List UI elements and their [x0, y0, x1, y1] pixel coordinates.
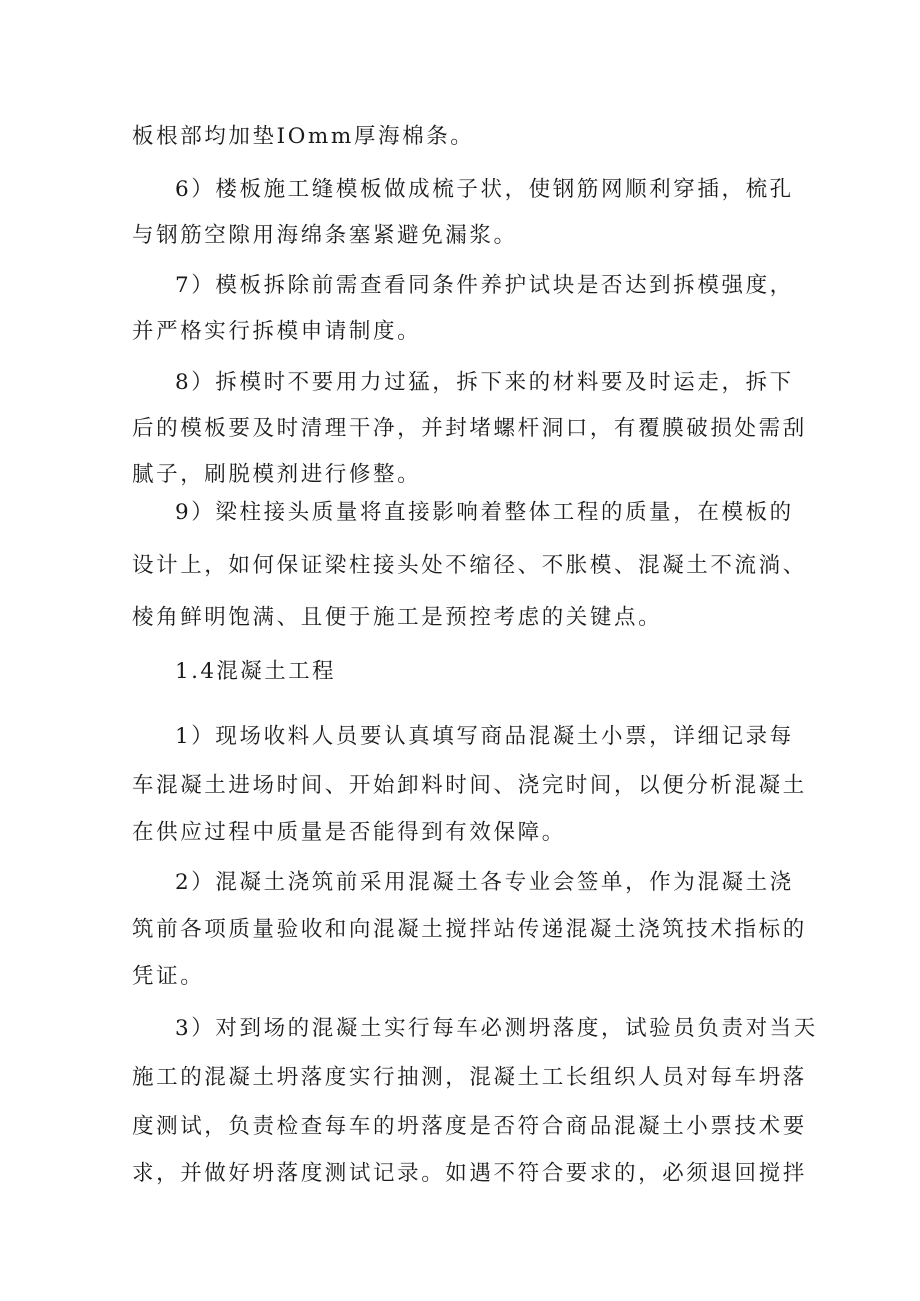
list-item-8-line: 8）拆模时不要用力过猛，拆下来的材料要及时运走，拆下 — [175, 370, 794, 395]
list-item-3-line: 度测试，负责检查每车的坍落度是否符合商品混凝土小票技术要 — [132, 1114, 807, 1139]
list-item-6-line: 与钢筋空隙用海绵条塞紧避免漏浆。 — [132, 223, 518, 248]
list-item-7-line: 并严格实行拆模申请制度。 — [132, 319, 422, 344]
list-item-8-line: 后的模板要及时清理干净，并封堵螺杆洞口，有覆膜破损处需刮 — [132, 416, 807, 441]
section-heading: 1.4混凝土工程 — [175, 659, 336, 684]
list-item-2-line: 2）混凝土浇筑前采用混凝土各专业会签单，作为混凝土浇 — [175, 870, 794, 895]
list-item-9-line: 9）梁柱接头质量将直接影响着整体工程的质量，在模板的 — [175, 500, 794, 525]
list-item-1-line: 车混凝土进场时间、开始卸料时间、浇完时间，以便分析混凝土 — [132, 773, 807, 798]
list-item-9-line: 棱角鲜明饱满、且便于施工是预控考虑的关键点。 — [132, 605, 663, 630]
list-item-2-line: 凭证。 — [132, 964, 205, 989]
list-item-7-line: 7）模板拆除前需查看同条件养护试块是否达到拆模强度， — [175, 273, 794, 298]
list-item-3-line: 3）对到场的混凝土实行每车必测坍落度，试验员负责对当天 — [175, 1016, 818, 1041]
list-item-6-line: 6）楼板施工缝模板做成梳子状，使钢筋网顺利穿插，梳孔 — [175, 177, 794, 202]
list-item-8-line: 腻子，刷脱模剂进行修整。 — [132, 462, 422, 487]
list-item-1-line: 1）现场收料人员要认真填写商品混凝土小票，详细记录每 — [175, 724, 794, 749]
list-item-3-line: 求，并做好坍落度测试记录。如遇不符合要求的，必须退回搅拌 — [132, 1161, 807, 1186]
paragraph-line: 板根部均加垫IOmm厚海棉条。 — [132, 124, 475, 149]
list-item-1-line: 在供应过程中质量是否能得到有效保障。 — [132, 820, 566, 845]
list-item-9-line: 设计上，如何保证梁柱接头处不缩径、不胀模、混凝土不流淌、 — [132, 553, 807, 578]
list-item-2-line: 筑前各项质量验收和向混凝土搅拌站传递混凝土浇筑技术指标的 — [132, 917, 807, 942]
list-item-3-line: 施工的混凝土坍落度实行抽测，混凝土工长组织人员对每车坍落 — [132, 1065, 807, 1090]
